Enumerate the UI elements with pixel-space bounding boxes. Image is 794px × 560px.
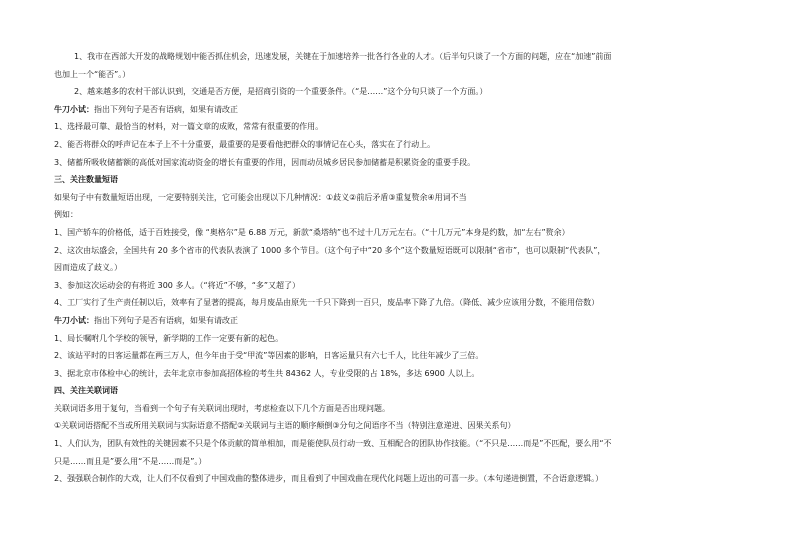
test-instruction: 指出下列句子是否有语病，如果有请改正 (94, 315, 238, 325)
text-line: 3、据北京市体检中心的统计，去年北京市参加高招体检的考生共 84362 人，专业受限的占 18%，多达 6900 人以上。 (54, 368, 480, 378)
test-label: 牛刀小试： (54, 104, 94, 114)
text-line: 2、越来越多的农村干部认识到，交通是否方便，是招商引资的一个重要条件。（“是……”这个分句只谈了一个方面。） (74, 87, 488, 97)
text-line: 1、我市在西部大开发的战略规划中能否抓住机会，迅速发展，关键在于加速培养一批各行各业的人才。（后半句只谈了一个方面的问题，应在“加速”前面 (74, 52, 612, 61)
text-line: 只是……而且是”要么用“不是……而是”。） (54, 456, 207, 466)
text-line: 2、这次由坛盛会，全国共有 20 多个省市的代表队表演了 1000 多个节目。（这个句子中“20 多个”这个数量短语既可以限制“省市”，也可以限制“代表队”， (54, 245, 606, 255)
text-line: 1、人们认为，团队有效性的关键因素不只是个体贡献的简单相加，而是能使队员行动一致、互相配合的团队协作技能。（“不只是……而是”不匹配，要么用“不 (54, 439, 612, 449)
text-line: 2、该站平时的日客运量都在两三万人，但今年由于受“甲流”等因素的影响，日客运量只有六七千人，比往年减少了三倍。 (54, 351, 484, 361)
text-line: 3、储蓄所吸收储蓄额的高低对国家流动资金的增长有重要的作用，因而动员城乡居民参加储蓄是积累资金的重要手段。 (54, 157, 476, 167)
text-line: 1、国产轿车的价格低，适于百姓接受，像 “奥格尔”是 6.88 万元，新款“桑塔纳”也不过十几万元左右。（“十几万元”本身是约数，加“左右”赘余） (54, 227, 570, 237)
test-heading (54, 101, 732, 119)
text-line: 关联词语多用于复句，当看到一个句子有关联词出现时，考虑检查以下几个方面是否出现问题。 (54, 403, 390, 413)
text-line: 2、强强联合制作的大戏，让人们不仅看到了中国戏曲的整体进步，而且看到了中国戏曲在现代化问题上迈出的可喜一步。（本句递进倒置，不合语意逻辑。） (54, 474, 604, 484)
text-line: 因而造成了歧义。） (54, 263, 122, 273)
test-instruction: 指出下列句子是否有语病，如果有请改正 (94, 104, 238, 114)
text-line: ①关联词语搭配不当或所用关联词与实际语意不搭配②关联词与主语的顺序颠倒③分句之间语序不当（特别注意递进、因果关系句） (54, 421, 516, 431)
text-line: 例如： (54, 210, 78, 220)
test-label: 牛刀小试： (54, 315, 94, 325)
section-heading: 四、关注关联词语 (54, 386, 118, 396)
text-line: 4、工厂实行了生产责任制以后，效率有了显著的提高，每月废品由原先一千只下降到一百只，废品率下降了九倍。（降低、减少应该用分数，不能用倍数） (54, 298, 600, 308)
text-line: 也加上一个“能否”。） (54, 69, 131, 79)
text-line: 1、选择最可靠、最恰当的材料，对一篇文章的成败，常常有很重要的作用。 (54, 122, 324, 132)
text-line: 2、能否将群众的呼声记在本子上不十分重要，最重要的是要看他把群众的事情记在心头，落实在了行动上。 (54, 139, 436, 149)
text-line: 如果句子中有数量短语出现，一定要特别关注，它可能会出现以下几种情况：①歧义②前后矛盾③重复赘余④用词不当 (54, 192, 467, 202)
text-line: 1、局长嘱咐几个学校的领导，新学期的工作一定要有新的起色。 (54, 333, 284, 343)
test-heading (54, 312, 732, 330)
text-line: 3、参加这次运动会的有将近 300 多人。（“将近”不够，“多”又超了） (54, 280, 301, 290)
section-heading: 三、关注数量短语 (54, 175, 118, 185)
